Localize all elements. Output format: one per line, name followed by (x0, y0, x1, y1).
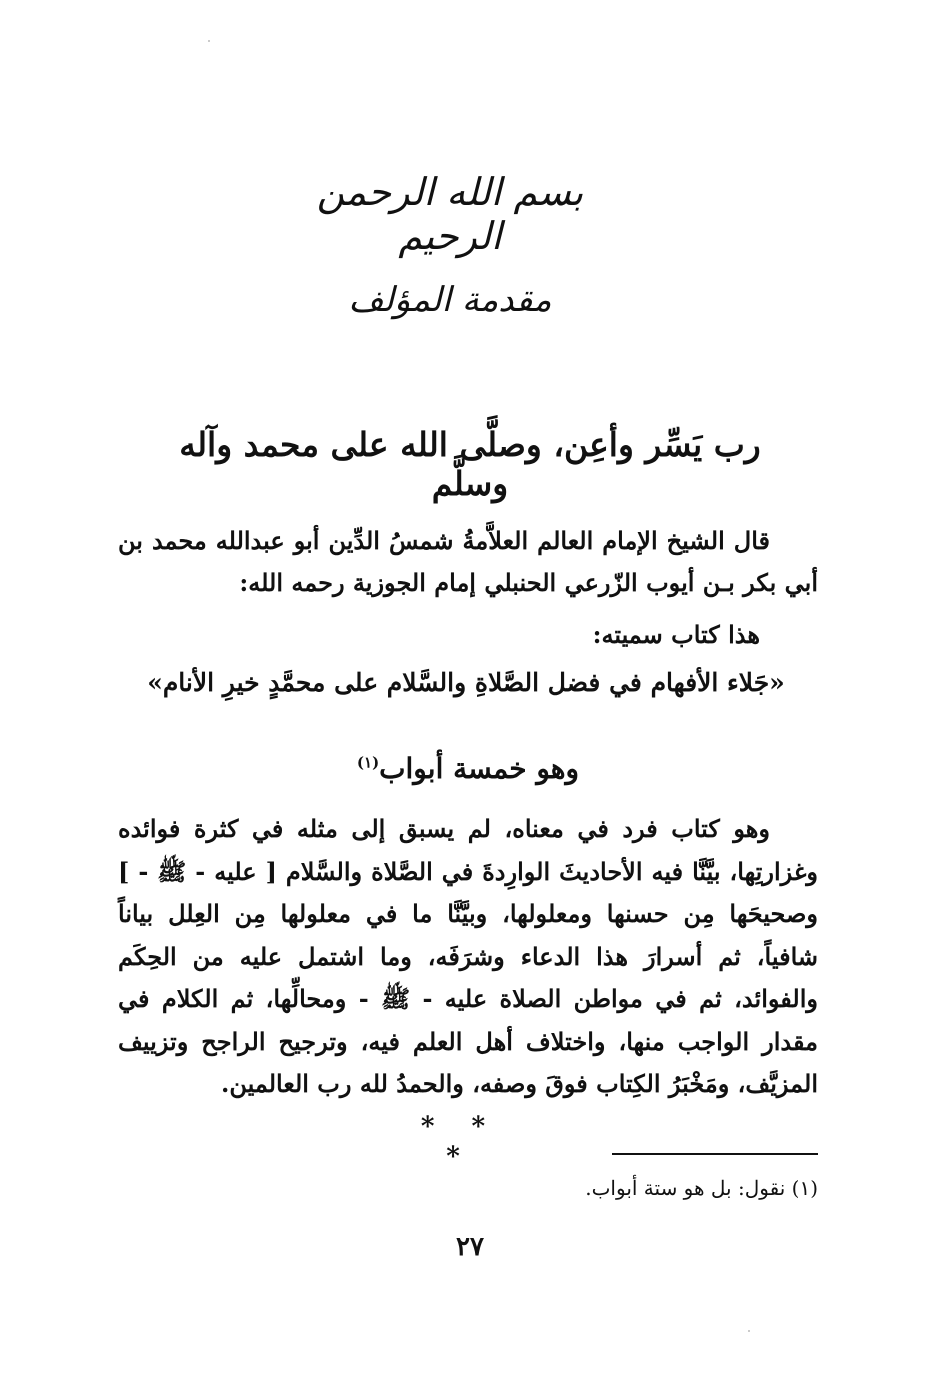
footnote-reference: (١) (356, 753, 380, 772)
footnote-text: (١) نقول: بل هو ستة أبواب. (585, 1176, 818, 1200)
page-heading: مقدمة المؤلف (348, 280, 552, 320)
section-separator: * * * (420, 1112, 500, 1172)
page-number: ٢٧ (456, 1232, 484, 1262)
invocation-line: رب يَسِّر وأعِن، وصلَّى الله على محمد وآله وسلَّم (179, 425, 761, 503)
basmala: بسم الله الرحمن الرحيم (316, 170, 584, 258)
book-title: «جَلاء الأفهام في فضل الصَّلاةِ والسَّلام على محمَّدٍ خيرِ الأنام» (147, 668, 785, 697)
chapters-line (118, 752, 818, 785)
scan-speck (208, 40, 210, 42)
footnote-rule (612, 1153, 818, 1155)
scan-speck (748, 1330, 750, 1332)
body-paragraph: وهو كتاب فرد في معناه، لم يسبق إلى مثله في كثرة فوائده وغزارتِها، بيَّنَّا فيه الأحاديثَ الوارِدةَ في الصَّلاة والسَّلام [ عليه - ﷺ - ] وصحيحَها مِن حسنها ومعلولها، وبيَّنَّا ما في معلولها مِن العِلل بياناً شافياً، ثم أسرارَ هذا الدعاء وشرَفَه، وما اشتمل عليه من الحِكَم والفوائد، ثم في مواطن الصلاة عليه - ﷺ - ومحالِّها، ثم الكلام في مقدار الواجب منها، واختلاف أهل العلم فيه، وترجيح الراجح وتزييف المزيَّف، ومَخْبَرُ الكِتاب فوقَ وصفه، والحمدُ لله رب العالمين. (118, 814, 818, 1098)
intro-paragraph: قال الشيخ الإمام العالم العلاَّمةُ شمسُ الدِّين أبو عبدالله محمد بن أبي بكر بـن أيوب الزّرعي الحنبلي إمام الجوزية رحمه الله: (118, 526, 818, 597)
book-named-line: هذا كتاب سميته: (592, 620, 760, 649)
chapters-text: وهو خمسة أبواب (379, 752, 580, 785)
